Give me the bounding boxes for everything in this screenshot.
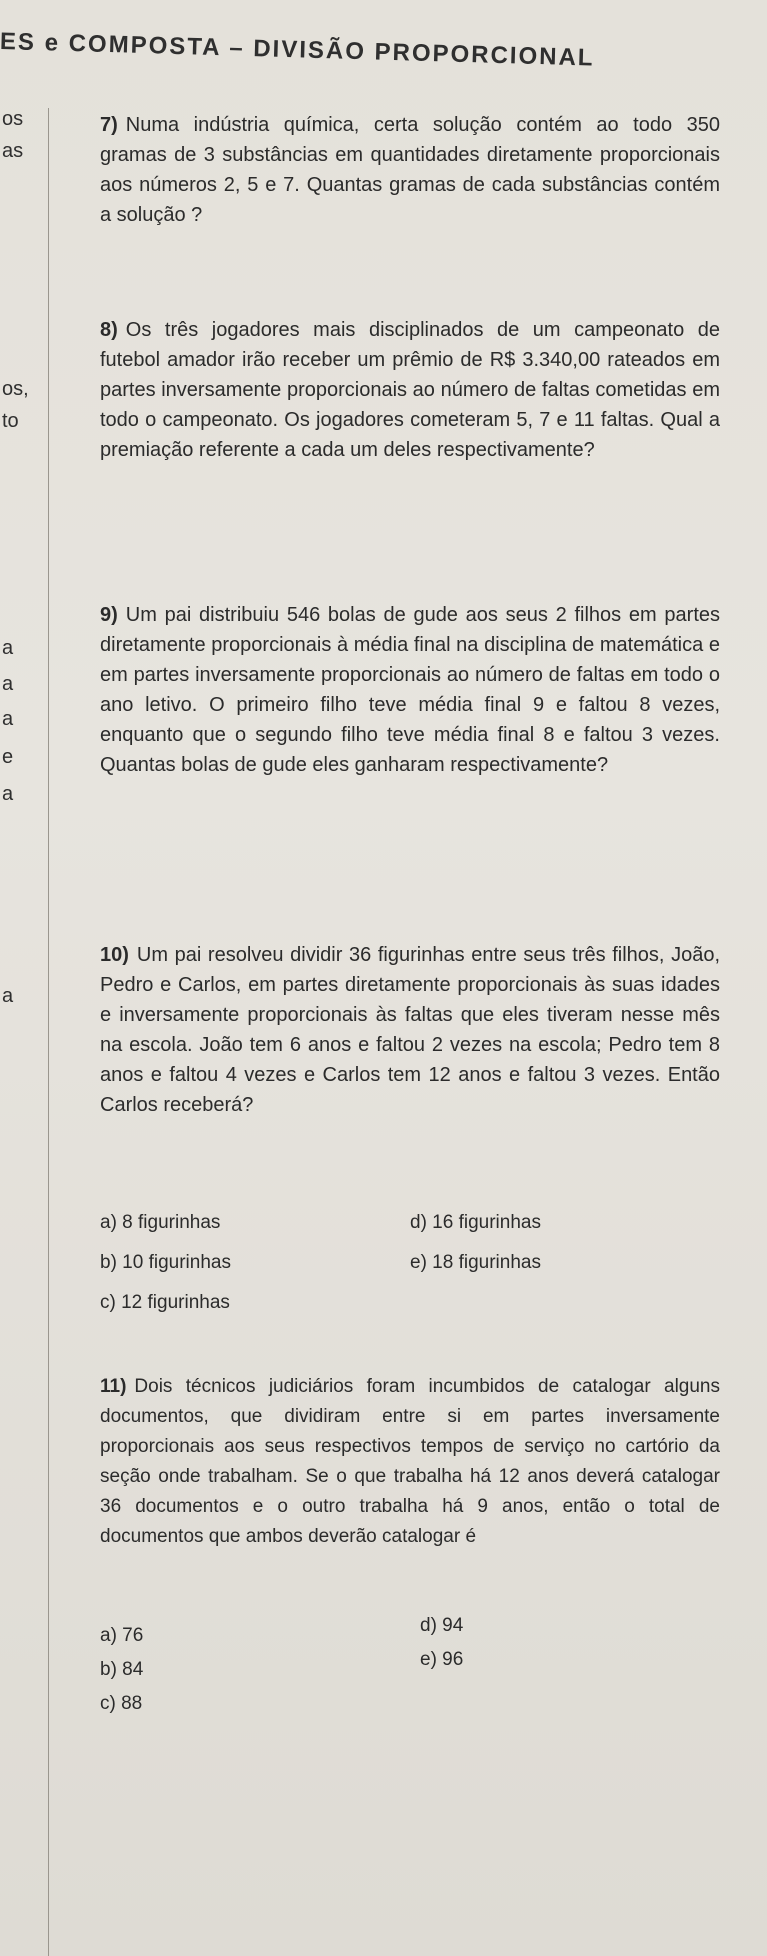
question-11 — [100, 1372, 720, 1552]
margin-fragment: e — [2, 746, 14, 768]
margin-fragment: as — [2, 140, 24, 162]
page-header: ES e COMPOSTA – DIVISÃO PROPORCIONAL — [0, 28, 595, 72]
option-e[interactable]: e) 96 — [420, 1649, 464, 1670]
question-number: 7) — [100, 114, 118, 136]
question-7 — [100, 110, 720, 230]
margin-fragment: a — [2, 673, 14, 695]
option-a[interactable]: a) 8 figurinhas — [100, 1212, 221, 1233]
question-10 — [100, 940, 720, 1120]
option-c[interactable]: c) 88 — [100, 1693, 143, 1714]
margin-fragment: a — [2, 708, 14, 730]
option-c[interactable]: c) 12 figurinhas — [100, 1292, 230, 1313]
margin-fragment: a — [2, 985, 14, 1007]
margin-fragment: a — [2, 783, 14, 805]
question-number: 8) — [100, 319, 118, 341]
margin-fragment: os — [2, 108, 24, 130]
question-text: Um pai resolveu dividir 36 figurinhas entre seus três filhos, João, Pedro e Carlos, em partes diretamente proporcionais às suas idades e inversamente proporcionais às faltas que eles tiveram nesse mês na escola. João tem 6 anos e faltou 2 vezes na escola; Pedro tem 8 anos e faltou 4 vezes e Carlos tem 12 anos e faltou 3 vezes. Então Carlos receberá? — [100, 944, 720, 1116]
question-11-options — [100, 1615, 720, 1725]
option-d[interactable]: d) 16 figurinhas — [410, 1212, 541, 1233]
option-b[interactable]: b) 84 — [100, 1659, 144, 1680]
option-a[interactable]: a) 76 — [100, 1625, 144, 1646]
question-number: 11) — [100, 1376, 127, 1397]
question-8 — [100, 315, 720, 465]
question-text: Os três jogadores mais disciplinados de um campeonato de futebol amador irão receber um prêmio de R$ 3.340,00 rateados em partes inversamente proporcionais ao número de faltas cometidas em todo o campeonato. Os jogadores cometeram 5, 7 e 11 faltas. Qual a premiação referente a cada um deles respectivamente? — [100, 319, 720, 461]
question-9 — [100, 600, 720, 780]
option-b[interactable]: b) 10 figurinhas — [100, 1252, 231, 1273]
question-text: Um pai distribuiu 546 bolas de gude aos seus 2 filhos em partes diretamente proporcionais à média final na disciplina de matemática e em partes inversamente proporcionais ao número de faltas em todo o ano letivo. O primeiro filho teve média final 9 e faltou 8 vezes, enquanto que o segundo filho teve média final 8 e faltou 3 vezes. Quantas bolas de gude eles ganharam respectivamente? — [100, 604, 720, 776]
question-text: Dois técnicos judiciários foram incumbidos de catalogar alguns documentos, que dividiram entre si em partes inversamente proporcionais aos seus respectivos tempos de serviço no cartório da seção onde trabalham. Se o que trabalha há 12 anos deverá catalogar 36 documentos e o outro trabalha há 9 anos, então o total de documentos que ambos deverão catalogar é — [100, 1376, 720, 1547]
margin-divider — [48, 108, 49, 1956]
question-number: 9) — [100, 604, 118, 626]
margin-fragment: os, — [2, 378, 29, 400]
question-number: 10) — [100, 944, 129, 966]
question-text: Numa indústria química, certa solução contém ao todo 350 gramas de 3 substâncias em quantidades diretamente proporcionais aos números 2, 5 e 7. Quantas gramas de cada substâncias contém a solução ? — [100, 114, 720, 226]
option-d[interactable]: d) 94 — [420, 1615, 464, 1636]
question-10-options — [100, 1212, 720, 1322]
option-e[interactable]: e) 18 figurinhas — [410, 1252, 541, 1273]
margin-fragment: to — [2, 410, 19, 432]
margin-fragment: a — [2, 637, 14, 659]
